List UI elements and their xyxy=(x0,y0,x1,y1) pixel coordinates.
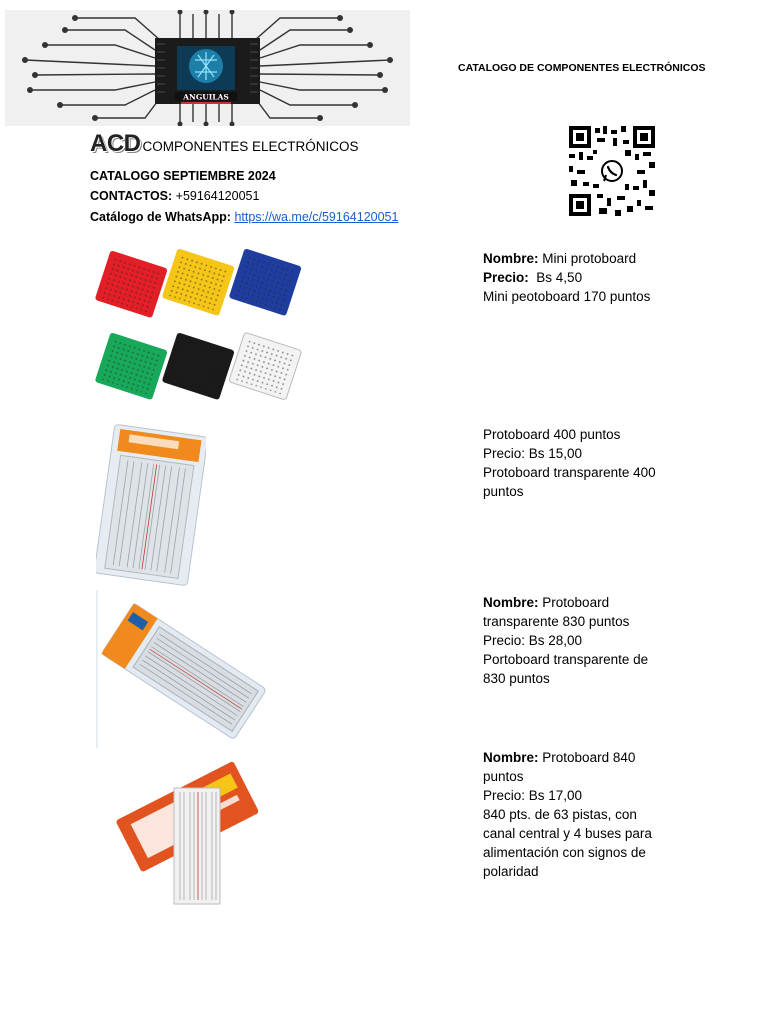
product-4-name-label: Nombre: xyxy=(483,750,539,765)
qr-code-icon xyxy=(569,126,655,216)
whatsapp-label: Catálogo de WhatsApp: xyxy=(90,210,231,224)
logo-text: ANGUILAS xyxy=(183,92,229,102)
product-4-details xyxy=(483,748,663,881)
product-3-name-line xyxy=(483,593,663,631)
brand-subtitle: COMPONENTES ELECTRÓNICOS xyxy=(142,139,359,154)
product-3-name-label: Nombre: xyxy=(483,595,539,610)
product-4-price: Precio: Bs 17,00 xyxy=(483,788,583,803)
company-brand xyxy=(90,130,359,158)
brand-name: ACD xyxy=(90,130,141,157)
catalog-header-title: CATALOGO DE COMPONENTES ELECTRÓNICOS xyxy=(458,62,706,74)
whatsapp-line xyxy=(90,210,398,224)
mini-breadboards-image xyxy=(92,248,307,410)
contacts-phone: +59164120051 xyxy=(175,189,260,203)
product-2-description: Protoboard transparente 400 puntos xyxy=(483,465,656,499)
product-2-details xyxy=(483,425,663,501)
product-1-description: Mini peotoboard 170 puntos xyxy=(483,289,651,304)
circuit-logo-icon xyxy=(5,10,410,126)
product-1-price-label: Precio: xyxy=(483,270,529,285)
product-2-name: Protoboard 400 puntos xyxy=(483,427,621,442)
product-1-name-line xyxy=(483,249,663,268)
product-4-description: 840 pts. de 63 pistas, con canal central y 4 buses para alimentación con signos de polaridad xyxy=(483,807,652,879)
whatsapp-link[interactable]: https://wa.me/c/59164120051 xyxy=(234,210,399,224)
product-1-name-label: Nombre: xyxy=(483,251,539,266)
product-3-details xyxy=(483,593,663,688)
breadboard-840-package-image xyxy=(116,758,258,908)
product-1-price-line xyxy=(483,268,663,287)
header-banner xyxy=(5,10,410,126)
product-3-name: Protoboard transparente 830 puntos xyxy=(483,595,630,629)
catalog-date: CATALOGO SEPTIEMBRE 2024 xyxy=(90,169,276,183)
product-4-name-line xyxy=(483,748,663,786)
product-1-details xyxy=(483,249,663,306)
breadboard-400-package-image xyxy=(96,424,206,586)
product-1-price: Bs 4,50 xyxy=(536,270,583,285)
contacts-label: CONTACTOS: xyxy=(90,189,173,203)
product-3-price: Precio: Bs 28,00 xyxy=(483,633,583,648)
contacts-line xyxy=(90,189,259,203)
product-2-price: Precio: Bs 15,00 xyxy=(483,446,583,461)
product-3-description: Portoboard transparente de 830 puntos xyxy=(483,652,649,686)
breadboard-830-package-image xyxy=(96,590,268,748)
product-4-name: Protoboard 840 puntos xyxy=(483,750,636,784)
product-1-name: Mini protoboard xyxy=(542,251,637,266)
